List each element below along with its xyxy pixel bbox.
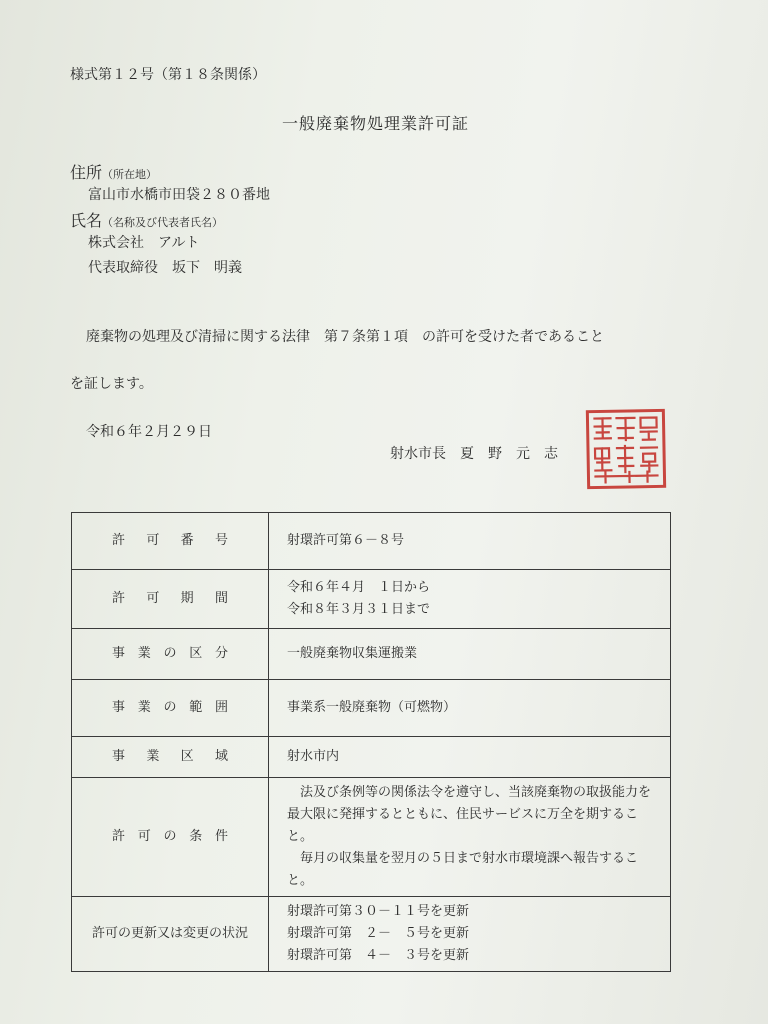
license-period-label [72,570,269,629]
name-label: 氏名 [70,211,103,230]
label-char: 範 [189,700,203,715]
address-label: 住所 [70,163,103,182]
label-char: 業 [137,646,151,661]
label-char: 号 [214,533,228,548]
label-char: 許 [112,829,126,844]
label-char: 区 [189,646,203,661]
business-scope-row [72,680,671,737]
value-line: 射環許可第 ４－ ３号を更新 [287,948,470,963]
company-name: 株式会社 アルト [88,235,200,251]
value-line: 令和６年４月 １日から [287,580,431,595]
label-char: 区 [180,749,194,764]
label-char: 囲 [214,700,228,715]
license-period-value [269,570,671,629]
certification-line-1: 廃棄物の処理及び清掃に関する法律 第７条第１項 の許可を受けた者であること [86,329,604,345]
label-char: 業 [146,749,160,764]
business-category-row [72,629,671,680]
license-number-label [72,513,269,570]
label-char: 可 [137,829,151,844]
value-line: 一般廃棄物収集運搬業 [287,646,418,661]
business-area-label [72,737,269,778]
certificate-title: 一般廃棄物処理業許可証 [282,114,470,133]
renewal-history-label: 許可の更新又は変更の状況 [72,897,269,972]
license-conditions-label [72,778,269,897]
label-char: 番 [180,533,194,548]
label-char: 業 [137,700,151,715]
label-char: 件 [214,829,228,844]
renewal-history-value [269,897,671,972]
label-char: 許 [112,533,126,548]
business-area-row [72,737,671,778]
value-line: 射環許可第 ２－ ５号を更新 [287,926,470,941]
address-sublabel: （所在地） [102,168,158,181]
license-conditions-row [72,778,671,897]
value-line: 射環許可第３０－１１号を更新 [287,904,470,919]
issuer-name: 射水市長 夏 野 元 志 [390,446,558,462]
address-label-group [70,160,157,183]
address-value: 富山市水橋市田袋２８０番地 [88,187,270,203]
label-char: 事 [112,749,126,764]
label-char: の [163,646,177,661]
official-seal-icon [584,407,667,490]
license-period-row [72,570,671,629]
business-scope-label [72,680,269,737]
value-line: 事業系一般廃棄物（可燃物） [287,700,457,715]
license-details-table [71,512,671,972]
label-char: 分 [214,646,228,661]
license-number-row [72,513,671,570]
renewal-history-row [72,897,671,972]
name-sublabel: （名称及び代表者氏名） [102,216,224,229]
license-conditions-value [269,778,671,897]
issue-date: 令和６年２月２９日 [86,424,212,440]
business-area-value [269,737,671,778]
label-char: の [163,700,177,715]
label-char: 許 [112,591,126,606]
business-category-value [269,629,671,680]
label-char: 条 [189,829,203,844]
business-category-label [72,629,269,680]
label-char: 域 [214,749,228,764]
license-number-value [269,513,671,570]
representative-name: 代表取締役 坂下 明義 [88,260,242,276]
value-line: 法及び条例等の関係法令を遵守し、当該廃棄物の取扱能力を最大限に発揮するとともに、住民サービスに万全を期すること。 [287,785,652,844]
label-char: の [163,829,177,844]
label-char: 可 [146,533,160,548]
value-line: 毎月の収集量を翌月の５日まで射水市環境課へ報告すること。 [287,851,639,888]
value-line: 射環許可第６－８号 [287,533,405,548]
value-line: 射水市内 [287,749,340,764]
name-label-group [70,208,223,231]
label-char: 期 [180,591,194,606]
label-char: 事 [112,646,126,661]
certification-line-2: を証します。 [70,376,153,392]
label-char: 可 [146,591,160,606]
business-scope-value [269,680,671,737]
value-line: 令和８年３月３１日まで [287,602,431,617]
label-char: 間 [214,591,228,606]
form-number: 様式第１２号（第１８条関係） [70,67,266,83]
label-char: 事 [112,700,126,715]
